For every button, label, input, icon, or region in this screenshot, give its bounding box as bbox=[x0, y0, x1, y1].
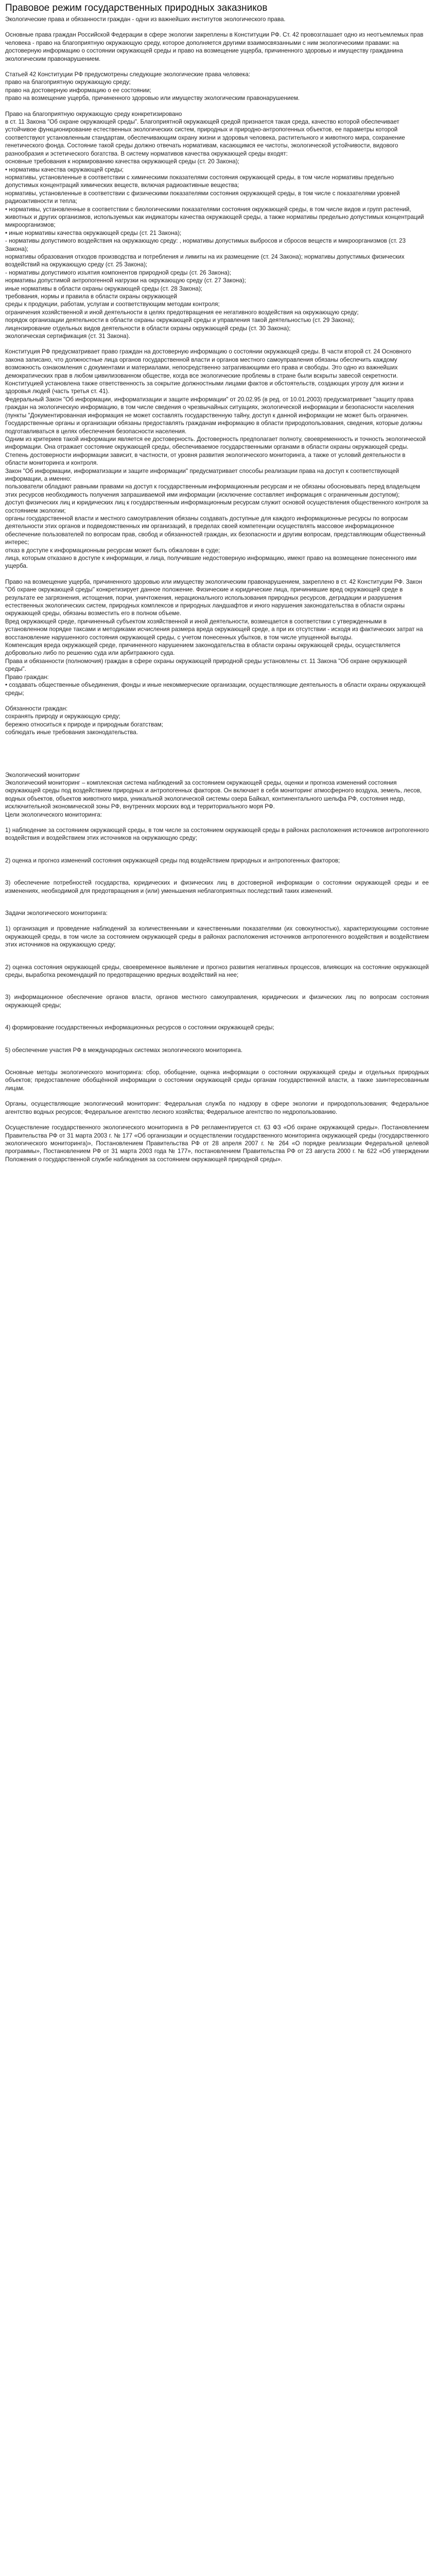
task-item bbox=[5, 963, 429, 979]
text-line: лица, которым отказано в доступе к информации, и лица, получившие недостоверную информацию, имеют право на возмещение понесенного ими ущерба. bbox=[5, 555, 417, 570]
task-text: 3) информационное обеспечение органов власти, органов местного самоуправления, юридических и физических лиц по вопросам состояния окружающей среды; bbox=[5, 994, 429, 1009]
task-text: 5) обеспечение участия РФ в международных системах экологического мониторинга. bbox=[5, 1046, 243, 1054]
goal-text: 2) оценка и прогноз изменений состояния окружающей среды под воздействием природных и антропогенных факторов; bbox=[5, 857, 340, 864]
text-line: требования, нормы и правила в области охраны окружающей bbox=[5, 293, 177, 300]
text-line: • создавать общественные объединения, фонды и иные некоммерческие организации, осуществляющие деятельность в области охраны окружающей среды; bbox=[5, 682, 426, 697]
paragraph bbox=[5, 705, 429, 737]
text-line: - нормативы допустимого воздействия на окружающую среду: , нормативы допустимых выбросов и сбросов веществ и микроорганизмов (ст. 23 Закона); bbox=[5, 238, 406, 252]
paragraph bbox=[5, 71, 429, 103]
goal-text: 1) наблюдение за состоянием окружающей среды, в том числе за состоянием окружающей среды в районах расположения источников антропогенного воздействия и воздействием этих источников на окружающую среду; bbox=[5, 826, 429, 842]
text-line: Федеральный Закон "Об информации, информатизации и защите информации" от 20.02.95 (в ред. от 10.01.2003) предусматривает "защиту права граждан на экологическую информацию, в том числе сведения о чрезвычайных ситуациях, экологической информации и безопасности населения (пункты "Документированная информация не может составлять государственную тайну, доступ к данной информации не может быть ограничен. Государственные органы и организации обязаны предоставлять гражданам информацию в области природопользования, сведения, которые должны подготавливаться в целях обеспечения безопасности населения. bbox=[5, 396, 423, 435]
text-line: в ст. 11 Закона "Об охране окружающей среды". Благоприятной окружающей средой признается такая среда, качество которой обеспечивает устойчивое функционирование естественных экологических систем, природных и природно-антропогенных объектов, ее параметры которой соответствуют установленным стандартам, обеспечивающим охрану жизни и здоровья человека, растительного и животного мира, сохранение генетического фонда. Состояние такой среды должно отвечать нормативам, касающимся ее чистоты, экологической устойчивости, видового разнообразия и эстетического богатства. В систему нормативов качества окружающей среды входят: bbox=[5, 118, 405, 157]
text-line: отказ в доступе к информационным ресурсам может быть обжалован в суде; bbox=[5, 547, 220, 554]
goal-item bbox=[5, 879, 429, 895]
page-title: Правовое режим государственных природных заказников bbox=[5, 3, 268, 13]
text-line: - нормативы допустимого изъятия компонентов природной среды (ст. 26 Закона); bbox=[5, 269, 231, 276]
text-line: основные требования к нормированию качества окружающей среды (ст. 20 Закона); bbox=[5, 158, 239, 165]
text-line: нормативы образования отходов производства и потребления и лимиты на их размещение (ст. 24 Закона); нормативы допустимых физических воздействий на окружающую среду (ст. 25 Закона); bbox=[5, 253, 405, 268]
text-line: порядок организации деятельности в области охраны окружающей среды и управления такой деятельностью (ст. 29 Закона); bbox=[5, 317, 355, 324]
text-line: Закон "Об информации, информатизации и защите информации" предусматривает способы реализации права на доступ к соответствующей информации, а именно: bbox=[5, 467, 399, 482]
text-line: сохранять природу и окружающую среду; bbox=[5, 713, 120, 720]
monitoring-intro-text: Экологический мониторинг – комплексная система наблюдений за состоянием окружающей среды, оценки и прогноза изменений состояния окружающей среды под воздействием природных и антропогенных факторов. Он включает в себя мониторинг атмосферного воздуха, земель, лесов, водных объектов, объектов животного мира, уникальной экологической системы озера Байкал, континентального шельфа РФ, состояния недр, исключительной экономической зоны РФ, внутренних морских вод и территориального моря РФ. bbox=[5, 779, 422, 810]
monitoring-section bbox=[5, 771, 429, 1164]
text-line: Право на возмещение ущерба, причиненного здоровью или имуществу экологическим правонарушением, закреплено в ст. 42 Конституции РФ. Закон "Об охране окружающей среды" конкретизирует данное положение. Физические и юридические лица, причинившие вред окружающей среде в результате ее загрязнения, истощения, порчи, уничтожения, нерационального использования природных ресурсов, деградации и разрушения естественных экологических систем, природных комплексов и природных ландшафтов и иного нарушения законодательства в области охраны окружающей среды, обязаны возместить его в полном объеме. bbox=[5, 578, 422, 617]
monitoring-goals bbox=[5, 826, 429, 895]
text-line: • иные нормативы качества окружающей среды (ст. 21 Закона); bbox=[5, 229, 182, 236]
text-line: Вред окружающей среде, причиненный субъектом хозяйственной и иной деятельности, возмещается в соответствии с утвержденными в установленном порядке таксами и методиками исчисления размера вреда окружающей среде, а при их отсутствии - исходя из фактических затрат на восстановление нарушенного состояния окружающей среды, с учетом понесенных убытков, в том числе упущенной выгоды. bbox=[5, 618, 423, 641]
goal-text: 3) обеспечение потребностей государства, юридических и физических лиц в достоверной информации о состоянии окружающей среды и ее изменениях, необходимой для предотвращения и (или) уменьшения неблагоприятных последствий таких изменений. bbox=[5, 879, 429, 894]
text-line: ограничения хозяйственной и иной деятельности в целях предотвращения ее негативного воздействия на окружающую среду; bbox=[5, 309, 359, 316]
text-line: Статьей 42 Конституции РФ предусмотрены следующие экологические права человека: bbox=[5, 71, 251, 78]
text-line: Обязанности граждан: bbox=[5, 705, 68, 712]
text-line: право на достоверную информацию о ее состоянии; bbox=[5, 87, 151, 94]
monitoring-closing bbox=[5, 1069, 429, 1163]
goal-item bbox=[5, 857, 429, 865]
document-page bbox=[0, 0, 436, 1181]
text-line: нормативы, установленные в соответствии с химическими показателями состояния окружающей среды, в том числе нормативы предельно допустимых концентраций химических веществ, включая радиоактивные вещества; bbox=[5, 174, 394, 189]
text-line: право на возмещение ущерба, причиненного здоровью или имуществу экологическим правонарушением. bbox=[5, 95, 300, 102]
task-item bbox=[5, 993, 429, 1009]
paragraph bbox=[5, 110, 429, 341]
text-line: органы государственной власти и местного самоуправления обязаны создавать доступные для каждого информационные ресурсы по вопросам деятельности этих органов и подведомственных им организаций, в пределах своей компетенции осуществлять массовое информационное обеспечение пользователей по вопросам прав, свобод и обязанностей граждан, их безопасности и другим вопросам, представляющим общественный интерес; bbox=[5, 515, 426, 546]
text-line: Право граждан: bbox=[5, 673, 49, 681]
text-line: Право на благоприятную окружающую среду конкретизировано bbox=[5, 110, 182, 117]
text-line: • нормативы, установленные в соответствии с биологическими показателями состояния окружающей среды, в том числе видов и групп растений, животных и других организмов, используемых как индикаторы качества окружающей среды, а также нормативы предельно допустимых концентраций микроорганизмов; bbox=[5, 206, 424, 229]
text-line: Основные права граждан Российской Федерации в сфере экологии закреплены в Конституции РФ. Ст. 42 провозглашает одно из неотъемлемых прав человека - право на благоприятную окружающую среду, которое дополняется другими взаимосвязанными с ним экологическими правами: на достоверную информацию о состоянии окружающей среды и право на возмещение ущерба, причиненного здоровью и имуществу гражданина экологическим правонарушением. bbox=[5, 31, 424, 62]
text-line: Экологические права и обязанности граждан - одни из важнейших институтов экологического права. bbox=[5, 16, 286, 23]
monitoring-intro-text: Цели экологического мониторинга: bbox=[5, 811, 102, 818]
monitoring-tasks-heading: Задачи экологического мониторинга: bbox=[5, 910, 108, 917]
text-line: среды к продукции, работам, услугам и соответствующим методам контроля; bbox=[5, 301, 220, 308]
monitoring-intro bbox=[5, 779, 429, 819]
text-line: Конституция РФ предусматривает право граждан на достоверную информацию о состоянии окружающей среды. В части второй ст. 24 Основного закона записано, что должностные лица органов государственной власти и органов местного самоуправления обязаны обеспечить каждому возможность ознакомления с документами и материалами, непосредственно затрагивающими его права и свободы. Это одно из важнейших демократических прав в любом цивилизованном обществе, когда все экологические проблемы в стране были вскрыты завесой секретности. Конституцией установлена также ответственность за сокрытие должностными лицами фактов и обстоятельств, создающих угрозу для жизни и здоровья людей (часть третья ст. 41). bbox=[5, 348, 411, 395]
text-line: бережно относиться к природе и природным богатствам; bbox=[5, 721, 163, 728]
text-line: нормативы, установленные в соответствии с физическими показателями состояния окружающей среды, в том числе с показателями уровней радиоактивности и тепла; bbox=[5, 190, 400, 205]
article-body bbox=[5, 15, 429, 737]
closing-paragraph: Основные методы экологического мониторинга: сбор, обобщение, оценка информации о состоянии окружающей среды и отдельных природных объектов; предоставление обобщённой информации о состоянии окружающей среды органам государственной власти, а также заинтересованным лицам. bbox=[5, 1069, 429, 1092]
task-item bbox=[5, 1046, 429, 1054]
text-line: Одним из критериев такой информации является ее достоверность. Достоверность предполагает полноту, своевременность и точность экологической информации. Она отражает состояние окружающей среды, обеспечиваемое государственными органами в области охраны окружающей среды. Степень достоверности информации зависит, в частности, от уровня развития экологического мониторинга, а также от условий деятельности в области мониторинга и контроля. bbox=[5, 435, 426, 467]
text-line: экологическая сертификация (ст. 31 Закона). bbox=[5, 333, 130, 340]
text-line: иные нормативы в области охраны окружающей среды (ст. 28 Закона); bbox=[5, 285, 203, 292]
section-spacer bbox=[5, 744, 429, 771]
closing-paragraph: Органы, осуществляющие экологический мониторинг: Федеральная служба по надзору в сфере экологии и природопользования; Федеральное агентство водных ресурсов; Федеральное агентство лесного хозяйства; Федеральное агентство по недропользованию. bbox=[5, 1100, 429, 1115]
text-line: соблюдать иные требования законодательства. bbox=[5, 729, 138, 736]
task-item bbox=[5, 1024, 429, 1031]
paragraph bbox=[5, 31, 429, 63]
task-text: 2) оценка состояния окружающей среды, своевременное выявление и прогноз развития негативных процессов, влияющих на состояние окружающей среды, выработка рекомендаций по предотвращению вредных воздействий на нее; bbox=[5, 963, 429, 979]
task-text: 1) организация и проведение наблюдений за количественными и качественными показателями (их совокупностью), характеризующими состояние окружающей среды, в том числе за состоянием окружающей среды в районах расположения источников антропогенного воздействия и воздействием этих источников на окружающую среду; bbox=[5, 925, 429, 948]
monitoring-tasks bbox=[5, 925, 429, 1054]
text-line: право на благоприятную окружающую среду; bbox=[5, 79, 131, 86]
goal-item bbox=[5, 826, 429, 842]
text-line: пользователи обладают равными правами на доступ к государственным информационным ресурсам и не обязаны обосновывать перед владельцем этих ресурсов необходимость получения запрашиваемой ими информации (исключение составляет информация с ограниченным доступом); bbox=[5, 483, 420, 498]
text-line: лицензирование отдельных видов деятельности в области охраны окружающей среды (ст. 30 Закона); bbox=[5, 325, 291, 332]
task-item bbox=[5, 925, 429, 948]
paragraph bbox=[5, 15, 429, 23]
text-line: Компенсация вреда окружающей среде, причиненного нарушением законодательства в области охраны окружающей среды, осуществляется добровольно либо по решению суда или арбитражного суда. bbox=[5, 642, 400, 657]
monitoring-heading: Экологический мониторинг bbox=[5, 771, 80, 778]
closing-paragraph: Осуществление государственного экологического мониторинга в РФ регламентируется ст. 63 ФЗ «Об охране окружающей среды». Постановлением Правительства РФ от 31 марта 2003 г. № 177 «Об организации и осуществлении государственного мониторинга окружающей среды (государственного экологического мониторинга)», Постановлением Правительства РФ от 28 апреля 2007 г. № 264 «О порядке реализации Федеральной целевой программы», Постановлением РФ от 31 марта 2003 года № 177», постановлением Правительства РФ от 23 августа 2000 г. № 622 «Об утверждении Положения о государственной службе наблюдения за состоянием окружающей природной среды». bbox=[5, 1124, 429, 1163]
paragraph bbox=[5, 578, 429, 697]
text-line: Права и обязанности (полномочия) граждан в сфере охраны окружающей природной среды установлены ст. 11 Закона "Об охране окружающей среды". bbox=[5, 657, 407, 673]
paragraph bbox=[5, 348, 429, 570]
text-line: доступ физических лиц и юридических лиц к государственным информационным ресурсам служит основой осуществления общественного контроля за состоянием экологии; bbox=[5, 499, 428, 514]
task-text: 4) формирование государственных информационных ресурсов о состоянии окружающей среды; bbox=[5, 1024, 274, 1031]
text-line: • нормативы качества окружающей среды; bbox=[5, 166, 124, 173]
text-line: нормативы допустимой антропогенной нагрузки на окружающую среду (ст. 27 Закона); bbox=[5, 277, 246, 284]
